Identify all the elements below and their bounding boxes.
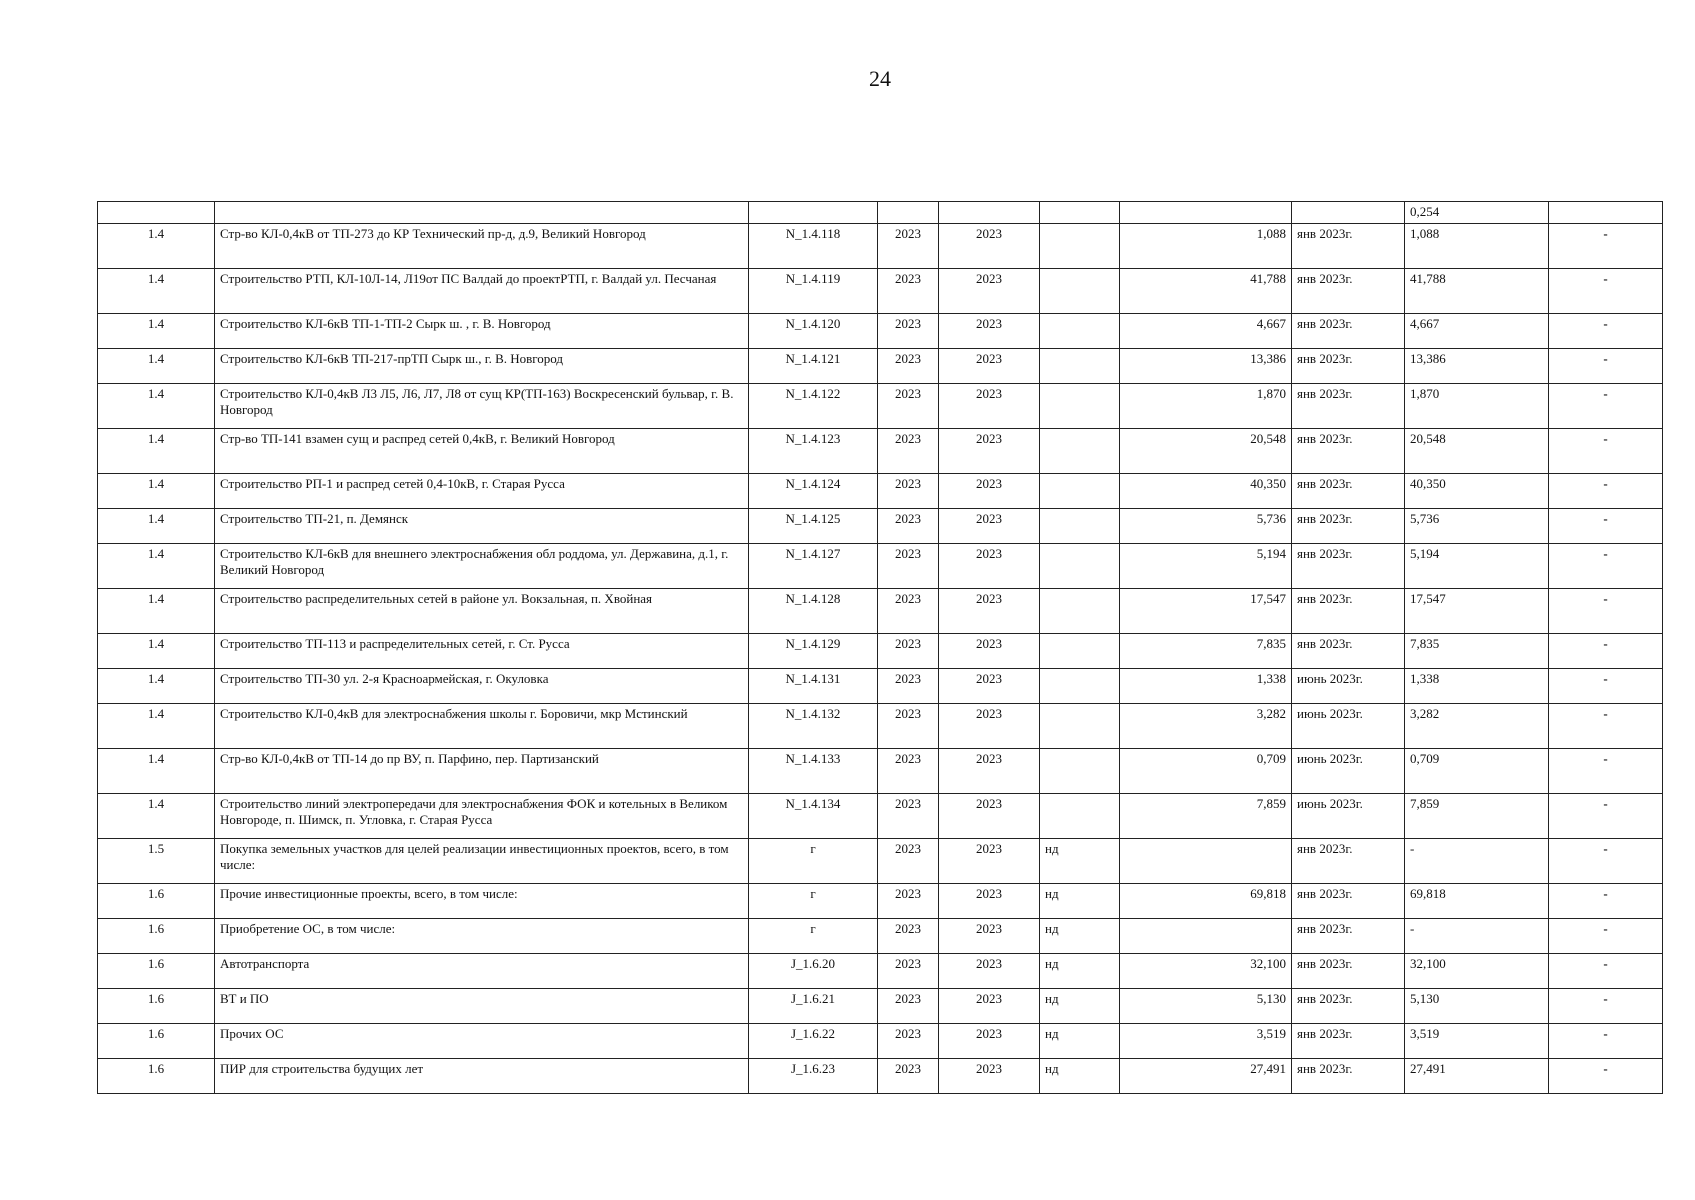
cell-date: янв 2023г. <box>1292 1024 1405 1059</box>
cell-date: янв 2023г. <box>1292 839 1405 884</box>
cell-row-number: 1.4 <box>98 224 215 269</box>
cell-value-2: 3,519 <box>1405 1024 1549 1059</box>
cell-dash: - <box>1549 224 1663 269</box>
cell-date: янв 2023г. <box>1292 269 1405 314</box>
cell-row-number: 1.4 <box>98 429 215 474</box>
cell-project-name: ПИР для строительства будущих лет <box>215 1059 749 1094</box>
cell-value-2: 5,194 <box>1405 544 1549 589</box>
cell-dash: - <box>1549 474 1663 509</box>
cell-value: 1,088 <box>1120 224 1292 269</box>
cell-row-number: 1.5 <box>98 839 215 884</box>
cell-value-2: 13,386 <box>1405 349 1549 384</box>
cell-nd <box>1040 704 1120 749</box>
cell-year-start: 2023 <box>878 384 939 429</box>
cell-date: янв 2023г. <box>1292 429 1405 474</box>
cell-value: 40,350 <box>1120 474 1292 509</box>
cell-year-start: 2023 <box>878 474 939 509</box>
cell-empty <box>215 202 749 224</box>
cell-row-number: 1.4 <box>98 474 215 509</box>
cell-year-start: 2023 <box>878 429 939 474</box>
cell-year-start: 2023 <box>878 634 939 669</box>
cell-nd: нд <box>1040 919 1120 954</box>
cell-dash: - <box>1549 349 1663 384</box>
cell-dash: - <box>1549 509 1663 544</box>
cell-row-number: 1.4 <box>98 349 215 384</box>
cell-year-end: 2023 <box>939 509 1040 544</box>
cell-project-code: N_1.4.119 <box>749 269 878 314</box>
table-row <box>98 919 1663 954</box>
cell-project-code: N_1.4.121 <box>749 349 878 384</box>
cell-dash: - <box>1549 794 1663 839</box>
cell-project-name: Стр-во КЛ-0,4кВ от ТП-14 до пр ВУ, п. Парфино, пер. Партизанский <box>215 749 749 794</box>
cell-value: 27,491 <box>1120 1059 1292 1094</box>
cell-project-name: Стр-во ТП-141 взамен сущ и распред сетей 0,4кВ, г. Великий Новгород <box>215 429 749 474</box>
cell-value-2: 20,548 <box>1405 429 1549 474</box>
cell-value-2: - <box>1405 839 1549 884</box>
cell-date: янв 2023г. <box>1292 224 1405 269</box>
cell-project-name: Стр-во КЛ-0,4кВ от ТП-273 до КР Технический пр-д, д.9, Великий Новгород <box>215 224 749 269</box>
table-row <box>98 634 1663 669</box>
cell-project-code: N_1.4.129 <box>749 634 878 669</box>
cell-value: 5,130 <box>1120 989 1292 1024</box>
cell-year-start: 2023 <box>878 884 939 919</box>
cell-row-number: 1.4 <box>98 749 215 794</box>
cell-dash: - <box>1549 429 1663 474</box>
cell-value: 1,870 <box>1120 384 1292 429</box>
cell-date: июнь 2023г. <box>1292 669 1405 704</box>
cell-date: июнь 2023г. <box>1292 704 1405 749</box>
cell-project-code: г <box>749 839 878 884</box>
cell-value-2: 4,667 <box>1405 314 1549 349</box>
cell-year-start: 2023 <box>878 1024 939 1059</box>
cell-project-code: N_1.4.124 <box>749 474 878 509</box>
cell-project-code: J_1.6.20 <box>749 954 878 989</box>
table-row <box>98 839 1663 884</box>
cell-row-number: 1.6 <box>98 1059 215 1094</box>
cell-project-code: J_1.6.23 <box>749 1059 878 1094</box>
cell-value-2: 41,788 <box>1405 269 1549 314</box>
cell-nd <box>1040 384 1120 429</box>
table-body <box>98 202 1663 1094</box>
cell-empty <box>1120 202 1292 224</box>
cell-dash: - <box>1549 634 1663 669</box>
cell-project-name: Приобретение ОС, в том числе: <box>215 919 749 954</box>
cell-value-2: 69,818 <box>1405 884 1549 919</box>
cell-nd <box>1040 349 1120 384</box>
cell-dash: - <box>1549 384 1663 429</box>
cell-year-end: 2023 <box>939 349 1040 384</box>
cell-value: 17,547 <box>1120 589 1292 634</box>
table-row <box>98 384 1663 429</box>
cell-row-number: 1.4 <box>98 509 215 544</box>
cell-date: янв 2023г. <box>1292 634 1405 669</box>
table-row <box>98 269 1663 314</box>
cell-year-start: 2023 <box>878 954 939 989</box>
table-row <box>98 1059 1663 1094</box>
cell-date: июнь 2023г. <box>1292 749 1405 794</box>
cell-empty <box>1549 202 1663 224</box>
cell-value-2: 5,130 <box>1405 989 1549 1024</box>
cell-row-number: 1.6 <box>98 954 215 989</box>
cell-year-end: 2023 <box>939 1024 1040 1059</box>
cell-value-2: 40,350 <box>1405 474 1549 509</box>
cell-value-2: 3,282 <box>1405 704 1549 749</box>
cell-year-end: 2023 <box>939 704 1040 749</box>
cell-year-start: 2023 <box>878 509 939 544</box>
cell-year-end: 2023 <box>939 749 1040 794</box>
cell-value-2: 7,835 <box>1405 634 1549 669</box>
cell-row-number: 1.4 <box>98 314 215 349</box>
cell-dash: - <box>1549 704 1663 749</box>
cell-project-name: Автотранспорта <box>215 954 749 989</box>
cell-value-2: 1,338 <box>1405 669 1549 704</box>
cell-date: янв 2023г. <box>1292 589 1405 634</box>
cell-year-end: 2023 <box>939 429 1040 474</box>
cell-dash: - <box>1549 314 1663 349</box>
cell-project-name: Строительство РП-1 и распред сетей 0,4-10кВ, г. Старая Русса <box>215 474 749 509</box>
cell-nd <box>1040 749 1120 794</box>
cell-dash: - <box>1549 919 1663 954</box>
cell-nd <box>1040 509 1120 544</box>
cell-value <box>1120 839 1292 884</box>
cell-year-end: 2023 <box>939 384 1040 429</box>
cell-project-code: г <box>749 919 878 954</box>
investment-table <box>97 201 1663 1094</box>
cell-dash: - <box>1549 839 1663 884</box>
page-number: 24 <box>869 66 891 91</box>
cell-project-name: Строительство КЛ-6кВ ТП-217-прТП Сырк ш., г. В. Новгород <box>215 349 749 384</box>
cell-empty <box>878 202 939 224</box>
cell-dash: - <box>1549 669 1663 704</box>
table-row <box>98 669 1663 704</box>
cell-value-2: 17,547 <box>1405 589 1549 634</box>
table-row <box>98 884 1663 919</box>
cell-nd <box>1040 224 1120 269</box>
cell-nd <box>1040 269 1120 314</box>
cell-value-2: 32,100 <box>1405 954 1549 989</box>
table-row <box>98 474 1663 509</box>
cell-value: 7,835 <box>1120 634 1292 669</box>
cell-year-start: 2023 <box>878 544 939 589</box>
cell-value-2: - <box>1405 919 1549 954</box>
cell-project-code: N_1.4.131 <box>749 669 878 704</box>
cell-nd: нд <box>1040 839 1120 884</box>
cell-year-end: 2023 <box>939 669 1040 704</box>
cell-year-start: 2023 <box>878 269 939 314</box>
cell-nd <box>1040 589 1120 634</box>
cell-year-end: 2023 <box>939 269 1040 314</box>
cell-project-code: N_1.4.134 <box>749 794 878 839</box>
cell-value: 3,519 <box>1120 1024 1292 1059</box>
cell-date: янв 2023г. <box>1292 989 1405 1024</box>
cell-year-end: 2023 <box>939 1059 1040 1094</box>
cell-dash: - <box>1549 589 1663 634</box>
table-row <box>98 704 1663 749</box>
cell-project-name: Строительство распределительных сетей в районе ул. Вокзальная, п. Хвойная <box>215 589 749 634</box>
cell-row-number: 1.4 <box>98 544 215 589</box>
cell-row-number: 1.4 <box>98 384 215 429</box>
cell-project-name: Строительство РТП, КЛ-10Л-14, Л19от ПС Валдай до проектРТП, г. Валдай ул. Песчаная <box>215 269 749 314</box>
cell-row-number: 1.4 <box>98 269 215 314</box>
cell-value-2: 7,859 <box>1405 794 1549 839</box>
cell-project-name: ВТ и ПО <box>215 989 749 1024</box>
cell-project-code: J_1.6.22 <box>749 1024 878 1059</box>
cell-value: 5,194 <box>1120 544 1292 589</box>
cell-year-end: 2023 <box>939 794 1040 839</box>
cell-dash: - <box>1549 1059 1663 1094</box>
cell-value: 13,386 <box>1120 349 1292 384</box>
cell-year-start: 2023 <box>878 989 939 1024</box>
cell-nd <box>1040 429 1120 474</box>
cell-dash: - <box>1549 269 1663 314</box>
cell-row-number: 1.6 <box>98 919 215 954</box>
cell-nd <box>1040 634 1120 669</box>
cell-project-code: N_1.4.132 <box>749 704 878 749</box>
table-row <box>98 954 1663 989</box>
table-row <box>98 749 1663 794</box>
cell-row-number: 1.6 <box>98 884 215 919</box>
cell-project-code: г <box>749 884 878 919</box>
cell-date: янв 2023г. <box>1292 1059 1405 1094</box>
cell-year-start: 2023 <box>878 349 939 384</box>
cell-project-code: N_1.4.133 <box>749 749 878 794</box>
cell-year-end: 2023 <box>939 884 1040 919</box>
cell-year-start: 2023 <box>878 314 939 349</box>
table-row <box>98 224 1663 269</box>
cell-nd <box>1040 669 1120 704</box>
cell-project-code: J_1.6.21 <box>749 989 878 1024</box>
cell-project-code: N_1.4.127 <box>749 544 878 589</box>
cell-nd: нд <box>1040 989 1120 1024</box>
cell-dash: - <box>1549 989 1663 1024</box>
cell-value-2: 27,491 <box>1405 1059 1549 1094</box>
cell-row-number: 1.6 <box>98 989 215 1024</box>
cell-date: янв 2023г. <box>1292 349 1405 384</box>
cell-year-start: 2023 <box>878 224 939 269</box>
cell-project-name: Строительство линий электропередачи для электроснабжения ФОК и котельных в Великом Новгороде, п. Шимск, п. Угловка, г. Старая Русса <box>215 794 749 839</box>
cell-year-start: 2023 <box>878 669 939 704</box>
cell-date: июнь 2023г. <box>1292 794 1405 839</box>
cell-project-code: N_1.4.122 <box>749 384 878 429</box>
cell-value-2: 1,088 <box>1405 224 1549 269</box>
cell-value-2: 0,709 <box>1405 749 1549 794</box>
cell-empty <box>1040 202 1120 224</box>
cell-row-number: 1.4 <box>98 589 215 634</box>
cell-year-start: 2023 <box>878 794 939 839</box>
cell-year-start: 2023 <box>878 589 939 634</box>
cell-date: янв 2023г. <box>1292 474 1405 509</box>
cell-dash: - <box>1549 749 1663 794</box>
cell-year-start: 2023 <box>878 749 939 794</box>
cell-year-end: 2023 <box>939 589 1040 634</box>
table-top-row <box>98 202 1663 224</box>
cell-row-number: 1.6 <box>98 1024 215 1059</box>
cell-year-end: 2023 <box>939 224 1040 269</box>
cell-value: 1,338 <box>1120 669 1292 704</box>
table-row <box>98 349 1663 384</box>
cell-year-end: 2023 <box>939 919 1040 954</box>
cell-dash: - <box>1549 1024 1663 1059</box>
cell-nd <box>1040 474 1120 509</box>
cell-row-number: 1.4 <box>98 704 215 749</box>
cell-project-code: N_1.4.128 <box>749 589 878 634</box>
cell-nd <box>1040 794 1120 839</box>
cell-date: янв 2023г. <box>1292 919 1405 954</box>
cell-value: 32,100 <box>1120 954 1292 989</box>
cell-value: 5,736 <box>1120 509 1292 544</box>
cell-year-end: 2023 <box>939 634 1040 669</box>
cell-project-code: N_1.4.123 <box>749 429 878 474</box>
cell-project-name: Строительство КЛ-6кВ ТП-1-ТП-2 Сырк ш. , г. В. Новгород <box>215 314 749 349</box>
cell-year-start: 2023 <box>878 919 939 954</box>
cell-value: 20,548 <box>1120 429 1292 474</box>
cell-nd: нд <box>1040 884 1120 919</box>
cell-row-number: 1.4 <box>98 634 215 669</box>
cell-year-end: 2023 <box>939 989 1040 1024</box>
cell-value: 0,709 <box>1120 749 1292 794</box>
cell-project-name: Прочих ОС <box>215 1024 749 1059</box>
cell-row-number: 1.4 <box>98 794 215 839</box>
cell-value-2: 5,736 <box>1405 509 1549 544</box>
table-row <box>98 589 1663 634</box>
table-row <box>98 989 1663 1024</box>
cell-project-name: Строительство ТП-21, п. Демянск <box>215 509 749 544</box>
cell-empty <box>939 202 1040 224</box>
cell-value-2: 1,870 <box>1405 384 1549 429</box>
cell-date: янв 2023г. <box>1292 954 1405 989</box>
cell-dash: - <box>1549 884 1663 919</box>
cell-year-end: 2023 <box>939 954 1040 989</box>
cell-value: 7,859 <box>1120 794 1292 839</box>
cell-year-end: 2023 <box>939 544 1040 589</box>
cell-date: янв 2023г. <box>1292 384 1405 429</box>
cell-year-start: 2023 <box>878 704 939 749</box>
table-row <box>98 794 1663 839</box>
cell-value-top: 0,254 <box>1405 202 1549 224</box>
cell-year-end: 2023 <box>939 474 1040 509</box>
cell-nd: нд <box>1040 1059 1120 1094</box>
cell-dash: - <box>1549 954 1663 989</box>
cell-date: янв 2023г. <box>1292 544 1405 589</box>
table-row <box>98 429 1663 474</box>
cell-year-start: 2023 <box>878 1059 939 1094</box>
cell-project-code: N_1.4.125 <box>749 509 878 544</box>
table-row <box>98 1024 1663 1059</box>
cell-nd <box>1040 544 1120 589</box>
cell-dash: - <box>1549 544 1663 589</box>
cell-nd: нд <box>1040 1024 1120 1059</box>
cell-value: 4,667 <box>1120 314 1292 349</box>
cell-project-code: N_1.4.118 <box>749 224 878 269</box>
cell-project-name: Строительство ТП-30 ул. 2-я Красноармейская, г. Окуловка <box>215 669 749 704</box>
cell-row-number: 1.4 <box>98 669 215 704</box>
table-row <box>98 544 1663 589</box>
cell-value <box>1120 919 1292 954</box>
cell-year-end: 2023 <box>939 314 1040 349</box>
cell-project-code: N_1.4.120 <box>749 314 878 349</box>
cell-empty <box>1292 202 1405 224</box>
cell-date: янв 2023г. <box>1292 884 1405 919</box>
cell-value: 3,282 <box>1120 704 1292 749</box>
cell-nd: нд <box>1040 954 1120 989</box>
cell-year-start: 2023 <box>878 839 939 884</box>
cell-year-end: 2023 <box>939 839 1040 884</box>
cell-date: янв 2023г. <box>1292 509 1405 544</box>
cell-date: янв 2023г. <box>1292 314 1405 349</box>
cell-project-name: Строительство КЛ-0,4кВ для электроснабжения школы г. Боровичи, мкр Мстинский <box>215 704 749 749</box>
cell-nd <box>1040 314 1120 349</box>
cell-empty <box>749 202 878 224</box>
cell-project-name: Строительство ТП-113 и распределительных сетей, г. Ст. Русса <box>215 634 749 669</box>
cell-project-name: Покупка земельных участков для целей реализации инвестиционных проектов, всего, в том числе: <box>215 839 749 884</box>
cell-value: 69,818 <box>1120 884 1292 919</box>
table-row <box>98 509 1663 544</box>
cell-empty <box>98 202 215 224</box>
cell-project-name: Строительство КЛ-0,4кВ Л3 Л5, Л6, Л7, Л8 от сущ КР(ТП-163) Воскресенский бульвар, г. В. Новгород <box>215 384 749 429</box>
cell-project-name: Строительство КЛ-6кВ для внешнего электроснабжения обл роддома, ул. Державина, д.1, г. Великий Новгород <box>215 544 749 589</box>
cell-project-name: Прочие инвестиционные проекты, всего, в том числе: <box>215 884 749 919</box>
table-row <box>98 314 1663 349</box>
cell-value: 41,788 <box>1120 269 1292 314</box>
